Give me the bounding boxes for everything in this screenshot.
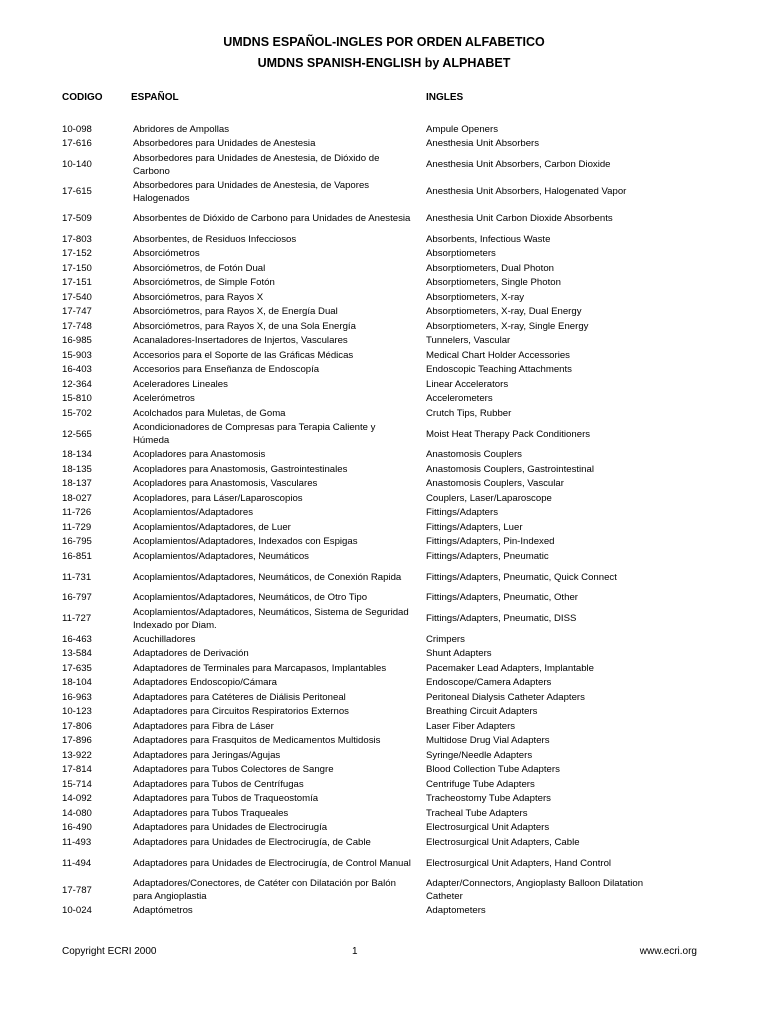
entry-english: Accelerometers [426,393,493,405]
entry-english: Tracheostomy Tube Adapters [426,793,551,805]
entry-english: Tracheal Tube Adapters [426,807,528,819]
table-row [0,393,768,408]
entry-spanish: Acondicionadores de Compresas para Terapia Caliente y Húmeda [133,422,376,446]
entry-english: Laser Fiber Adapters [426,720,516,732]
entry-spanish: Acoplamientos/Adaptadores, Neumáticos, Sistema de Seguridad Indexado por Diam. [133,606,409,631]
table-row [0,206,768,233]
entry-spanish: Accesorios para el Soporte de las Gráficas Médicas [133,349,354,361]
entry-code: 10-123 [62,706,92,718]
entry-spanish: Aceleradores Lineales [133,378,228,390]
entry-spanish: Absorbentes de Dióxido de Carbono para Unidades de Anestesia [133,213,411,225]
entry-english: Anesthesia Unit Absorbers [426,138,540,150]
entry-code: 10-024 [62,905,92,917]
entry-code: 17-540 [62,291,92,303]
table-row [0,633,768,648]
entry-code: 10-140 [62,159,92,171]
entry-code: 17-616 [62,138,92,150]
table-row [0,378,768,393]
entry-english: Fittings/Adapters, Pneumatic, Other [426,592,578,604]
entry-spanish: Adaptadores Endoscopio/Cámara [133,677,277,689]
entry-spanish: Acoplamientos/Adaptadores [133,507,253,519]
table-row [0,349,768,364]
glossary-table [0,123,768,919]
entry-code: 18-134 [62,449,92,461]
entry-english: Adaptometers [426,905,486,917]
entry-spanish: Abridores de Ampollas [133,123,229,135]
entry-english: Anastomosis Couplers, Vascular [426,478,564,490]
footer-copyright: Copyright ECRI 2000 [62,946,157,957]
entry-spanish: Acanaladores-Insertadores de Injertos, Vasculares [133,335,348,347]
entry-code: 18-104 [62,677,92,689]
entry-code: 17-635 [62,662,92,674]
table-row [0,749,768,764]
entry-spanish: Adaptadores para Frasquitos de Medicamentos Multidosis [133,735,381,747]
table-row [0,851,768,878]
table-row [0,320,768,335]
entry-code: 11-494 [62,857,92,869]
entry-code: 16-851 [62,550,92,562]
entry-english: Couplers, Laser/Laparoscope [426,492,552,504]
entry-english: Shunt Adapters [426,648,492,660]
entry-spanish: Adaptadores/Conectores, de Catéter con Dilatación por Balón para Angioplastia [133,878,396,902]
entry-english: Moist Heat Therapy Pack Conditioners [426,428,591,440]
entry-spanish: Adaptadores para Tubos Colectores de Sangre [133,764,334,776]
table-row [0,778,768,793]
entry-spanish: Adaptadores para Unidades de Electrocirugía, de Cable [133,836,371,848]
entry-english: Fittings/Adapters, Pneumatic, Quick Connect [426,571,617,583]
table-row [0,507,768,522]
entry-english: Tunnelers, Vascular [426,335,511,347]
table-row [0,550,768,565]
entry-english: Ampule Openers [426,123,498,135]
entry-spanish: Acopladores para Anastomosis [133,449,266,461]
entry-spanish: Acoplamientos/Adaptadores, Indexados con Espigas [133,536,358,548]
column-header-english: INGLES [426,92,464,103]
entry-code: 10-098 [62,123,92,135]
column-header-spanish: ESPAÑOL [131,92,179,103]
table-row [0,836,768,851]
entry-english: Pacemaker Lead Adapters, Implantable [426,662,594,674]
entry-code: 12-565 [62,428,92,440]
table-row [0,492,768,507]
table-row [0,793,768,808]
entry-english: Absorbents, Infectious Waste [426,233,551,245]
entry-spanish: Acoplamientos/Adaptadores, de Luer [133,521,291,533]
table-row [0,306,768,321]
table-row [0,478,768,493]
entry-code: 16-463 [62,633,92,645]
table-row [0,291,768,306]
entry-code: 16-490 [62,822,92,834]
table-row [0,592,768,607]
page-number: 1 [352,946,358,957]
entry-code: 11-726 [62,507,92,519]
entry-code: 16-797 [62,592,92,604]
entry-english: Anesthesia Unit Absorbers, Halogenated Vapor [426,186,627,198]
entry-english: Anesthesia Unit Absorbers, Carbon Dioxide [426,159,611,171]
table-row [0,764,768,779]
table-row [0,123,768,138]
entry-spanish: Adaptómetros [133,905,193,917]
entry-code: 17-814 [62,764,92,776]
entry-english: Anesthesia Unit Carbon Dioxide Absorbents [426,213,613,225]
entry-english: Absorptiometers, Single Photon [426,277,561,289]
entry-english: Fittings/Adapters, Pneumatic, DISS [426,613,577,625]
entry-spanish: Adaptadores para Jeringas/Agujas [133,749,281,761]
table-row [0,407,768,422]
entry-code: 17-151 [62,277,92,289]
entry-english: Electrosurgical Unit Adapters, Cable [426,836,580,848]
entry-english: Electrosurgical Unit Adapters [426,822,550,834]
table-row [0,152,768,179]
entry-spanish: Acoplamientos/Adaptadores, Neumáticos [133,550,309,562]
entry-code: 15-810 [62,393,92,405]
entry-code: 11-729 [62,521,92,533]
table-row [0,248,768,263]
entry-spanish: Absorbedores para Unidades de Anestesia [133,138,316,150]
entry-english: Crimpers [426,633,465,645]
entry-spanish: Acoplamientos/Adaptadores, Neumáticos, de Conexión Rapida [133,571,402,583]
entry-code: 12-364 [62,378,92,390]
entry-spanish: Absorciómetros [133,248,200,260]
entry-code: 11-493 [62,836,92,848]
table-row [0,335,768,350]
table-row [0,536,768,551]
document-title-spanish: UMDNS ESPAÑOL-INGLES POR ORDEN ALFABETICO [223,35,545,49]
entry-english: Fittings/Adapters, Pneumatic [426,550,549,562]
entry-spanish: Absorbedores para Unidades de Anestesia, de Dióxido de Carbono [133,152,380,177]
entry-code: 15-702 [62,407,92,419]
entry-english: Syringe/Needle Adapters [426,749,533,761]
entry-english: Multidose Drug Vial Adapters [426,735,550,747]
entry-code: 14-080 [62,807,92,819]
entry-english: Fittings/Adapters [426,507,498,519]
table-row [0,422,768,449]
table-row [0,691,768,706]
entry-english: Fittings/Adapters, Luer [426,521,523,533]
entry-english: Absorptiometers, X-ray, Single Energy [426,320,589,332]
entry-english: Endoscope/Camera Adapters [426,677,552,689]
entry-code: 16-985 [62,335,92,347]
entry-code: 13-584 [62,648,92,660]
entry-spanish: Absorbentes, de Residuos Infecciosos [133,233,297,245]
entry-spanish: Absorbedores para Unidades de Anestesia, de Vapores Halogenados [133,179,370,204]
entry-spanish: Adaptadores para Unidades de Electrocirugía, de Control Manual [133,857,411,869]
entry-code: 11-727 [62,613,92,625]
entry-code: 16-963 [62,691,92,703]
table-row [0,262,768,277]
entry-english: Adapter/Connectors, Angioplasty Balloon Dilatation Catheter [426,878,644,902]
entry-spanish: Acoplamientos/Adaptadores, Neumáticos, de Otro Tipo [133,592,368,604]
entry-code: 18-137 [62,478,92,490]
entry-english: Linear Accelerators [426,378,509,390]
entry-english: Peritoneal Dialysis Catheter Adapters [426,691,585,703]
table-row [0,905,768,920]
table-row [0,878,768,905]
entry-english: Blood Collection Tube Adapters [426,764,560,776]
table-row [0,606,768,633]
table-row [0,179,768,206]
table-row [0,277,768,292]
entry-code: 14-092 [62,793,92,805]
entry-spanish: Adaptadores de Terminales para Marcapasos, Implantables [133,662,387,674]
entry-english: Fittings/Adapters, Pin-Indexed [426,536,555,548]
entry-english: Anastomosis Couplers [426,449,522,461]
entry-code: 15-903 [62,349,92,361]
entry-english: Anastomosis Couplers, Gastrointestinal [426,463,594,475]
entry-code: 11-731 [62,571,92,583]
entry-english: Electrosurgical Unit Adapters, Hand Control [426,857,612,869]
entry-spanish: Adaptadores para Tubos Traqueales [133,807,289,819]
entry-spanish: Absorciómetros, para Rayos X, de una Sola Energía [133,320,356,332]
entry-code: 17-803 [62,233,92,245]
table-row [0,648,768,663]
entry-english: Absorptiometers, X-ray, Dual Energy [426,306,582,318]
table-row [0,822,768,837]
table-row [0,662,768,677]
entry-spanish: Acopladores para Anastomosis, Vasculares [133,478,318,490]
entry-code: 18-027 [62,492,92,504]
entry-english: Absorptiometers, Dual Photon [426,262,554,274]
entry-english: Medical Chart Holder Accessories [426,349,570,361]
table-row [0,677,768,692]
entry-spanish: Adaptadores para Unidades de Electrocirugía [133,822,328,834]
table-row [0,449,768,464]
entry-code: 17-747 [62,306,92,318]
entry-spanish: Acopladores para Anastomosis, Gastrointestinales [133,463,348,475]
entry-spanish: Acopladores, para Láser/Laparoscopios [133,492,303,504]
entry-spanish: Adaptadores para Tubos de Centrífugas [133,778,304,790]
entry-english: Centrifuge Tube Adapters [426,778,535,790]
table-row [0,138,768,153]
entry-english: Crutch Tips, Rubber [426,407,512,419]
entry-code: 17-748 [62,320,92,332]
entry-code: 18-135 [62,463,92,475]
entry-spanish: Accesorios para Enseñanza de Endoscopía [133,364,320,376]
entry-code: 15-714 [62,778,92,790]
table-row [0,364,768,379]
entry-code: 17-787 [62,884,92,896]
entry-code: 17-615 [62,186,92,198]
entry-spanish: Absorciómetros, de Simple Fotón [133,277,275,289]
entry-code: 16-795 [62,536,92,548]
table-row [0,463,768,478]
entry-english: Absorptiometers [426,248,496,260]
entry-spanish: Adaptadores para Tubos de Traqueostomía [133,793,319,805]
entry-spanish: Acelerómetros [133,393,195,405]
entry-spanish: Adaptadores para Circuitos Respiratorios Externos [133,706,349,718]
table-row [0,565,768,592]
table-row [0,735,768,750]
footer-url[interactable]: www.ecri.org [639,946,697,957]
entry-spanish: Absorciómetros, para Rayos X [133,291,264,303]
entry-spanish: Acuchilladores [133,633,196,645]
entry-spanish: Adaptadores para Fibra de Láser [133,720,274,732]
entry-english: Breathing Circuit Adapters [426,706,538,718]
entry-spanish: Adaptadores de Derivación [133,648,249,660]
entry-spanish: Absorciómetros, de Fotón Dual [133,262,266,274]
document-title-english: UMDNS SPANISH-ENGLISH by ALPHABET [257,56,511,70]
entry-code: 17-152 [62,248,92,260]
entry-code: 17-150 [62,262,92,274]
table-row [0,720,768,735]
entry-spanish: Acolchados para Muletas, de Goma [133,407,286,419]
entry-code: 17-806 [62,720,92,732]
entry-code: 13-922 [62,749,92,761]
entry-english: Endoscopic Teaching Attachments [426,364,572,376]
entry-spanish: Absorciómetros, para Rayos X, de Energía Dual [133,306,338,318]
table-row [0,807,768,822]
table-row [0,233,768,248]
entry-code: 16-403 [62,364,92,376]
column-header-code: CODIGO [62,92,103,103]
entry-code: 17-896 [62,735,92,747]
table-row [0,706,768,721]
entry-code: 17-509 [62,213,92,225]
table-row [0,521,768,536]
entry-english: Absorptiometers, X-ray [426,291,525,303]
entry-spanish: Adaptadores para Catéteres de Diálisis Peritoneal [133,691,346,703]
